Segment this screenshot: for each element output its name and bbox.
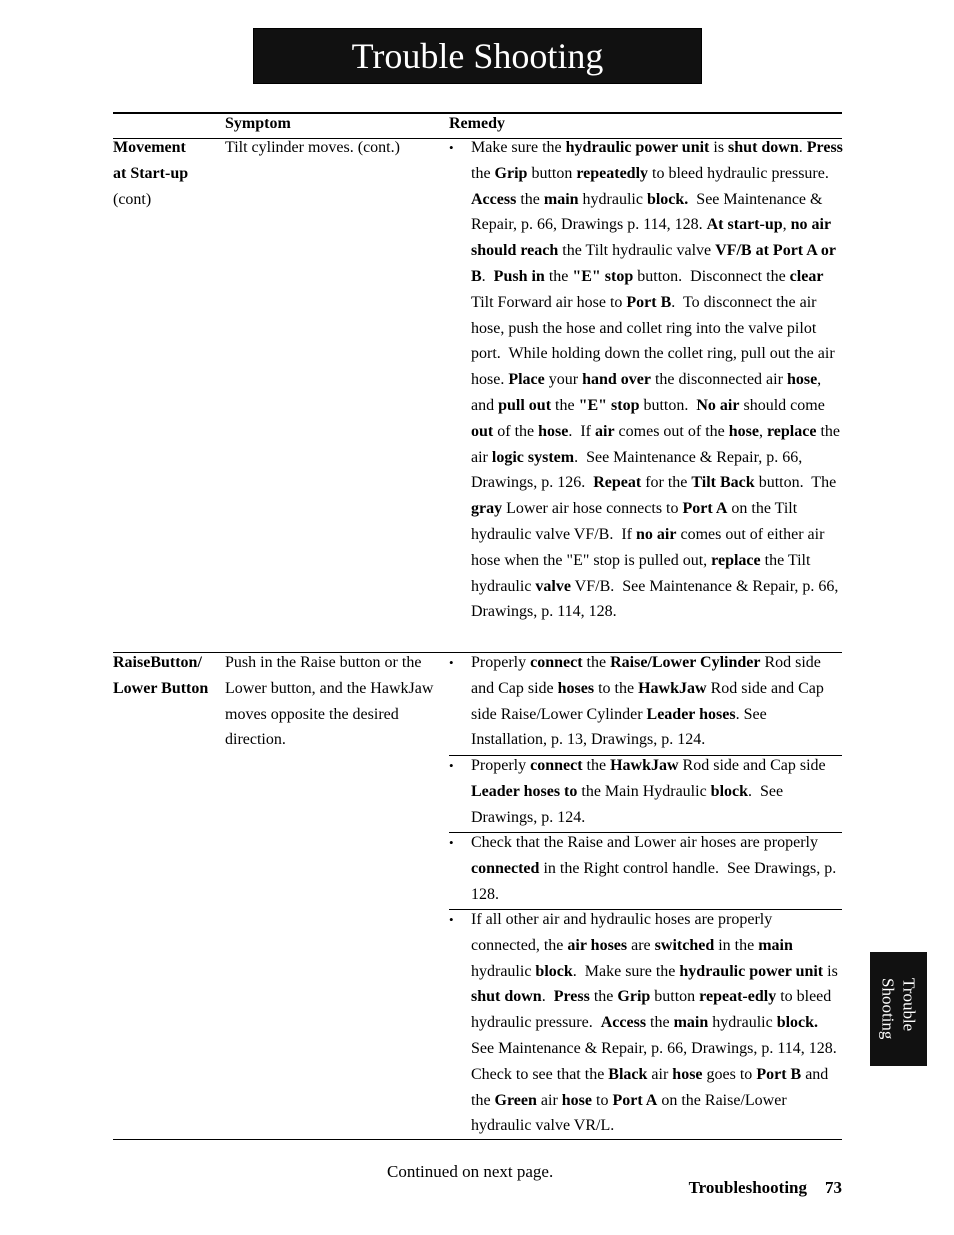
remedy-text: Check that the Raise and Lower air hoses are properly connected in the Right control handle. See Drawings, p. 128.: [471, 834, 837, 903]
remedy-text: Properly connect the Raise/Lower Cylinder Rod side and Cap side hoses to the HawkJaw Rod side and Cap side Raise/Lower Cylinder Leader hoses. See Installation, p. 13, Drawings, p. 124.: [471, 654, 824, 749]
page-number: 73: [825, 1178, 842, 1197]
remedy-text: Make sure the hydraulic power unit is shut down. Press the Grip button repeatedly to bleed hydraulic pressure. Access the main hydraulic block. See Maintenance & Repair, p. 66, Drawings p. 114, 128. At start-up, no air should reach the Tilt hydraulic valve VF/B at Port A or B. Push in the "E" stop button. Disconnect the clear Tilt Forward air hose to Port B. To disconnect the air hose, push the hose and collet ring into the valve pilot port. While holding down the collet ring, pull out the air hose. Place your hand over the disconnected air hose, and pull out the "E" stop button. No air should come out of the hose. If air comes out of the hose, replace the air logic system. See Maintenance & Repair, p. 66, Drawings, p. 126. Repeat for the Tilt Back button. The gray Lower air hose connects to Port A on the Tilt hydraulic valve VF/B. If no air comes out of either air hose when the "E" stop is pulled out, replace the Tilt hydraulic valve VF/B. See Maintenance & Repair, p. 66, Drawings, p. 114, 128.: [471, 139, 843, 621]
row-2-category-line-1: RaiseButton/: [113, 654, 202, 671]
continued-note: Continued on next page.: [387, 1162, 554, 1181]
row-1-category-line-3: (cont): [113, 190, 152, 208]
bullet-icon: •: [449, 655, 454, 670]
row-2-remedy-2: [449, 753, 844, 830]
bullet-icon: •: [449, 758, 454, 773]
page-footer: [689, 1177, 842, 1199]
row-2-remedy-3: [449, 830, 844, 907]
bullet-icon: •: [449, 912, 454, 927]
section-side-tab[interactable]: [870, 952, 927, 1066]
row-1-category: [113, 135, 221, 212]
bullet-icon: •: [449, 140, 454, 155]
bullet-icon: •: [449, 835, 454, 850]
side-tab-label: Trouble Shooting: [878, 978, 919, 1040]
row-1-category-line-2: at Start-up: [113, 164, 189, 182]
row-2-remedy-1: [449, 650, 844, 753]
table-bottom-rule: [113, 1139, 842, 1140]
remedy-text: Properly connect the HawkJaw Rod side and Cap side Leader hoses to the Main Hydraulic block. See Drawings, p. 124.: [471, 757, 826, 826]
symptom-header: Symptom: [225, 115, 291, 132]
row-1-symptom: Tilt cylinder moves. (cont.): [225, 139, 400, 156]
page-title: Trouble Shooting: [253, 28, 702, 84]
remedy-text: If all other air and hydraulic hoses are properly connected, the air hoses are switched in the main hydraulic block. Make sure the hydraulic power unit is shut down. Press the Grip button repeat-edly to bleed hydraulic pressure. Access the main hydraulic block. See Maintenance & Repair, p. 66, Drawings, p. 114, 128. Check to see that the Black air hose goes to Port B and the Green air hose to Port A on the Raise/Lower hydraulic valve VR/L.: [471, 911, 841, 1135]
row-2-category-line-2: Lower Button: [113, 679, 209, 697]
row-1-remedy-1: [449, 135, 844, 625]
row-2-symptom: Push in the Raise button or the Lower button, and the HawkJaw moves opposite the desired direction.: [225, 654, 434, 749]
row-2-remedy-4: [449, 907, 844, 1139]
row-2-category: [113, 650, 221, 702]
row-1-category-line-1: Movement: [113, 139, 186, 156]
footer-section: Troubleshooting: [688, 1178, 807, 1197]
remedy-header: Remedy: [449, 115, 505, 132]
